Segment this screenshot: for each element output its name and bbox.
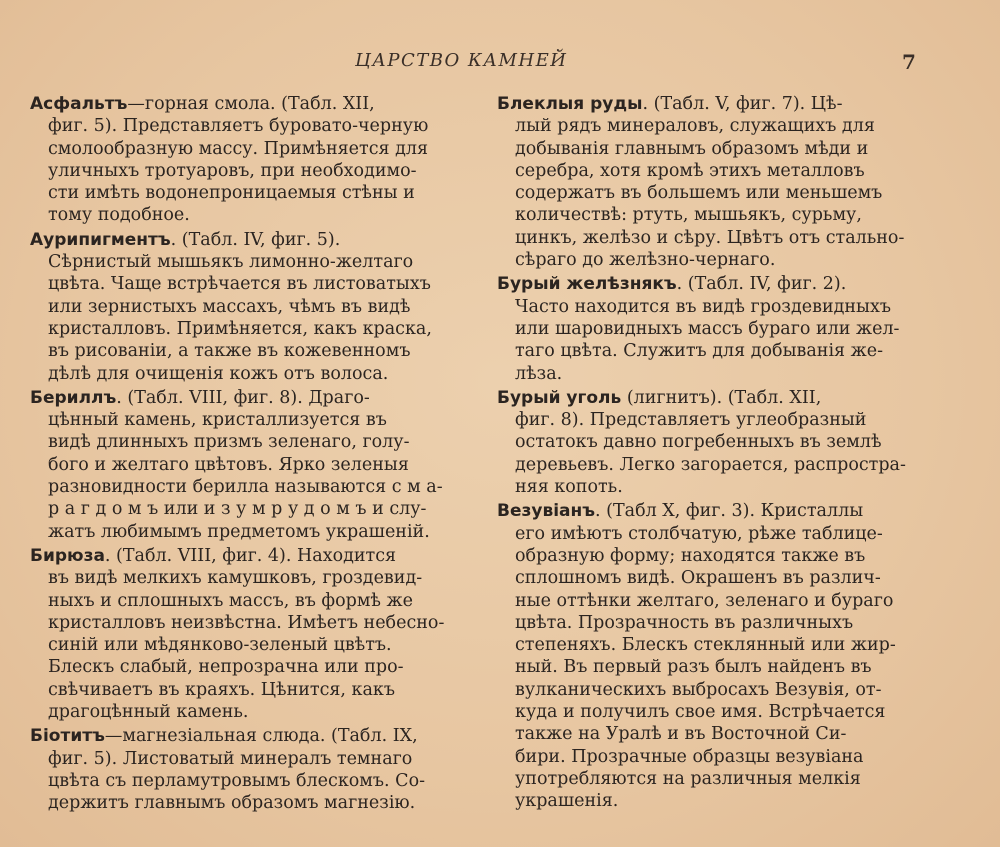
dictionary-entry	[30, 229, 466, 385]
entry-term: Везувіанъ	[497, 501, 596, 522]
running-head: ЦАРСТВО КАМНЕЙ	[355, 50, 568, 71]
entry-line: няя копоть.	[515, 477, 623, 498]
entry-line: фиг. 8). Представляетъ углеобразный	[515, 410, 867, 431]
entry-line: степеняхъ. Блескъ стеклянный или жир-	[515, 635, 896, 656]
entry-line: добыванія главнымъ образомъ мѣди и	[515, 138, 869, 159]
entry-term: Асфальтъ	[30, 94, 128, 114]
entry-line: свѣчиваетъ въ краяхъ. Цѣнится, какъ	[48, 679, 395, 700]
dictionary-entry	[30, 93, 466, 227]
entry-line: жатъ любимымъ предметомъ украшеній.	[48, 521, 430, 542]
dictionary-entry	[30, 545, 466, 723]
entry-text: —магнезіальная слюда. (Табл. IX,	[104, 726, 418, 747]
dictionary-entry	[497, 273, 921, 384]
entry-line: драгоцѣнный камень.	[48, 702, 249, 723]
entry-line: уличныхъ тротуаровъ, при необходимо-	[48, 160, 417, 181]
entry-first-line	[497, 273, 921, 295]
entry-line: сплошномъ видѣ. Окрашенъ въ различ-	[515, 568, 881, 589]
entry-line: Сѣрнистый мышьякъ лимонно-желтаго	[48, 252, 414, 273]
entry-term: Аурипигментъ	[30, 229, 171, 250]
entry-line: ный. Въ первый разъ былъ найденъ въ	[515, 657, 872, 678]
entry-line: вулканическихъ выбросахъ Везувія, от-	[515, 679, 882, 700]
entry-first-line	[497, 387, 921, 409]
entry-line: Блескъ слабый, непрозрачна или про-	[48, 657, 404, 678]
entry-first-line	[497, 93, 921, 115]
right-column	[497, 93, 921, 815]
entry-line: дѣлѣ для очищенія кожъ отъ волоса.	[48, 363, 389, 384]
entry-first-line	[30, 387, 466, 409]
entry-line: тому подобное.	[48, 205, 190, 226]
entry-term: Бурый уголь	[497, 387, 622, 408]
entry-line: цвѣта съ перламутровымъ блескомъ. Со-	[48, 770, 426, 791]
entry-text: (лигнитъ). (Табл. XII,	[621, 387, 822, 408]
entry-text: —горная смола. (Табл. XII,	[127, 94, 375, 114]
entry-line: видѣ длинныхъ призмъ зеленаго, голу-	[48, 432, 410, 453]
entry-term: Блеклыя руды	[497, 94, 643, 114]
entry-line: въ видѣ мелкихъ камушковъ, гроздевид-	[48, 568, 423, 589]
entry-line: цвѣта. Прозрачность въ различныхъ	[515, 612, 854, 633]
entry-line: въ рисованіи, а также въ кожевенномъ	[48, 341, 411, 362]
entry-line: смолообразную массу. Примѣняется для	[48, 138, 429, 159]
left-column	[30, 93, 466, 817]
page-number: 7	[902, 50, 916, 74]
entry-text: . (Табл. IV, фиг. 2).	[676, 274, 847, 295]
entry-first-line	[30, 229, 466, 251]
entry-term: Бурый желѣзнякъ	[497, 274, 677, 295]
entry-first-line	[30, 93, 466, 115]
entry-first-line	[30, 545, 466, 567]
entry-text: . (Табл. VIII, фиг. 4). Находится	[104, 545, 397, 566]
dictionary-entry	[497, 93, 921, 271]
entry-line: или зернистыхъ массахъ, чѣмъ въ видѣ	[48, 296, 411, 317]
entry-line: цѣнный камень, кристаллизуется въ	[48, 410, 387, 431]
entry-line: таго цвѣта. Служитъ для добыванія же-	[515, 341, 884, 362]
entry-text: . (Табл X, фиг. 3). Кристаллы	[595, 501, 864, 522]
dictionary-entry	[497, 500, 921, 812]
entry-line: также на Уралѣ и въ Восточной Си-	[515, 724, 847, 745]
entry-line: р а г д о м ъ или и з у м р у д о м ъ и слу-	[48, 499, 427, 520]
entry-line: фиг. 5). Представляетъ буровато-черную	[48, 116, 429, 137]
entry-first-line	[30, 725, 466, 747]
entry-line: ные оттѣнки желтаго, зеленаго и бураго	[515, 590, 894, 611]
entry-line: деревьевъ. Легко загорается, распростра-	[515, 454, 906, 475]
entry-line: количествѣ: ртуть, мышьякъ, сурьму,	[515, 205, 862, 226]
entry-line: сѣраго до желѣзно-чернаго.	[515, 250, 776, 271]
entry-line: украшенія.	[515, 791, 619, 812]
entry-line: сти имѣть водонепроницаемыя стѣны и	[48, 183, 415, 204]
entry-line: держитъ главнымъ образомъ магнезію.	[48, 793, 416, 814]
entry-line: фиг. 5). Листоватый минералъ темнаго	[48, 748, 413, 769]
entry-line: разновидности берилла называются с м а-	[48, 477, 443, 498]
dictionary-entry	[497, 387, 921, 498]
entry-line: бого и желтаго цвѣтовъ. Ярко зеленыя	[48, 454, 409, 475]
entry-first-line	[497, 500, 921, 522]
entry-line: цинкъ, желѣзо и сѣру. Цвѣтъ отъ стально-	[515, 227, 905, 248]
entry-line: его имѣютъ столбчатую, рѣже таблице-	[515, 523, 883, 544]
dictionary-entry	[30, 725, 466, 814]
entry-term: Бериллъ	[30, 387, 117, 408]
entry-line: Часто находится въ видѣ гроздевидныхъ	[515, 296, 891, 317]
entry-term: Бирюза	[30, 545, 105, 566]
entry-line: куда и получилъ свое имя. Встрѣчается	[515, 702, 886, 723]
entry-text: . (Табл. V, фиг. 7). Цѣ-	[642, 94, 843, 114]
entry-line: цвѣта. Чаще встрѣчается въ листоватыхъ	[48, 274, 431, 295]
entry-line: или шаровидныхъ массъ бураго или жел-	[515, 318, 900, 339]
entry-line: употребляются на различныя мелкія	[515, 768, 861, 789]
entry-line: лѣза.	[515, 363, 563, 384]
entry-line: синій или мѣдянково-зеленый цвѣтъ.	[48, 635, 392, 656]
dictionary-entry	[30, 387, 466, 543]
entry-text: . (Табл. IV, фиг. 5).	[170, 229, 341, 250]
entry-line: остатокъ давно погребенныхъ въ землѣ	[515, 432, 882, 453]
entry-line: кристалловъ. Примѣняется, какъ краска,	[48, 318, 432, 339]
entry-line: ныхъ и сплошныхъ массъ, въ формѣ же	[48, 590, 414, 611]
entry-line: серебра, хотя кромѣ этихъ металловъ	[515, 160, 865, 181]
entry-line: кристалловъ неизвѣстна. Имѣетъ небесно-	[48, 612, 445, 633]
entry-text: . (Табл. VIII, фиг. 8). Драго-	[116, 387, 370, 408]
entry-line: содержатъ въ большемъ или меньшемъ	[515, 183, 883, 204]
entry-line: бири. Прозрачные образцы везувіана	[515, 746, 864, 767]
entry-term: Біотитъ	[30, 726, 105, 747]
entry-line: лый рядъ минераловъ, служащихъ для	[515, 116, 875, 137]
entry-line: образную форму; находятся также въ	[515, 545, 866, 566]
